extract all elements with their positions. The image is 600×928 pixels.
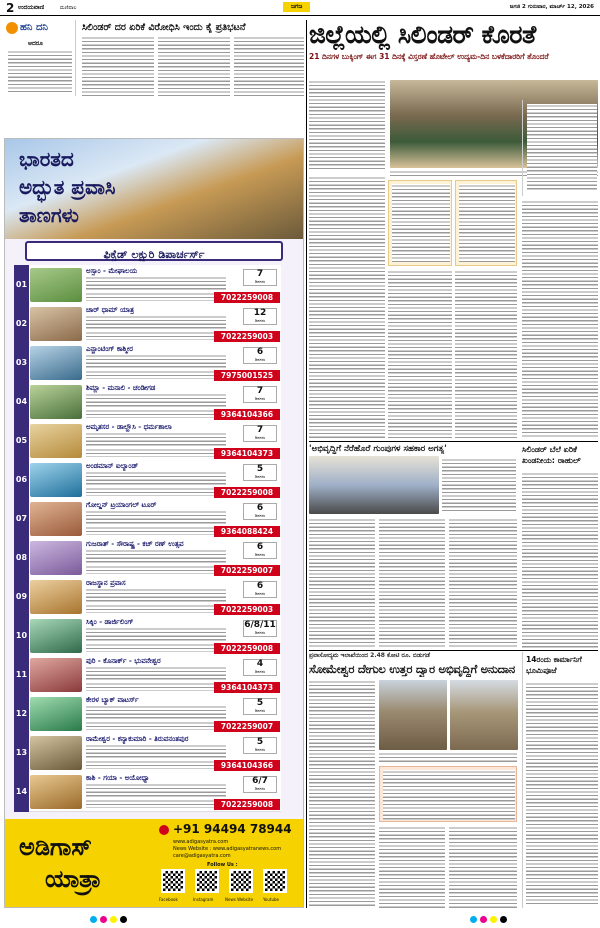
tour-days-value: 6 — [256, 581, 264, 591]
ad-heading-1: ಭಾರತದ — [19, 147, 74, 171]
tour-places — [86, 627, 226, 641]
mid-story-headline: 'ಅಭಿವೃದ್ಧಿಗೆ ನೆರೆಹೊರೆ ಗುಂಪುಗಳ ಸಹಕಾರ ಅಗತ್ಯ' — [309, 444, 447, 454]
ad-banner — [25, 241, 283, 261]
tour-days-value: 5 — [256, 737, 264, 747]
qr-code[interactable] — [195, 869, 219, 893]
tour-places — [86, 315, 226, 329]
ad-heading-3: ತಾಣಗಳು — [19, 203, 79, 227]
tour-places — [86, 354, 226, 368]
tour-places — [86, 705, 226, 719]
tour-places — [86, 744, 226, 758]
tour-dates — [86, 799, 226, 808]
tour-number: 07 — [14, 499, 29, 539]
qr-label: Youtube — [263, 897, 279, 902]
tour-days-label: ದಿನಗಳು — [254, 474, 266, 479]
top-story-text-2 — [158, 36, 230, 96]
brief-text — [8, 50, 72, 94]
tour-phone[interactable]: 7022259008 — [214, 487, 280, 498]
tour-dates — [86, 643, 226, 652]
reg-dot — [90, 916, 97, 923]
tour-places — [86, 510, 226, 524]
bottom-info-box — [379, 766, 517, 822]
tour-days-label: ದಿನಗಳು — [254, 591, 266, 596]
tour-row — [15, 343, 281, 383]
reg-dot — [120, 916, 127, 923]
tour-photo — [30, 697, 82, 731]
tour-number: 02 — [14, 304, 29, 344]
tour-number: 12 — [14, 694, 29, 734]
tour-days-value: 6 — [256, 347, 264, 357]
tour-days-value: 6 — [256, 542, 264, 552]
tour-phone[interactable]: 9364104366 — [214, 409, 280, 420]
tour-days — [243, 659, 277, 676]
tour-dates — [86, 565, 226, 574]
column-divider — [306, 20, 307, 908]
tour-row — [15, 772, 281, 812]
tour-dates — [86, 448, 226, 457]
top-story-text-3 — [234, 36, 304, 96]
tour-places — [86, 783, 226, 797]
tour-days-value: 7 — [256, 386, 264, 396]
mid-story-photo — [309, 456, 439, 514]
tour-photo — [30, 346, 82, 380]
tour-title: ರಾಮೇಶ್ವರ - ಕನ್ಯಾಕುಮಾರಿ - ತಿರುವನಂತಪುರ — [86, 735, 189, 743]
tour-photo — [30, 424, 82, 458]
tour-title: ಕಾಶಿ - ಗಯಾ - ಅಯೋಧ್ಯಾ — [86, 774, 150, 782]
temple-photo-2 — [450, 680, 518, 750]
tour-days-value: 6/8/11 — [244, 620, 276, 630]
tour-days-label: ದಿನಗಳು — [254, 669, 266, 674]
tour-title: ಅಸ್ಸಾಂ - ಮೇಘಾಲಯ — [86, 267, 138, 275]
tour-days-label: ದಿನಗಳು — [254, 318, 266, 323]
tour-title: ರಾಜಸ್ಥಾನ ಪ್ರವಾಸ — [86, 579, 126, 587]
tour-number: 11 — [14, 655, 29, 695]
tour-title: ಪುರಿ - ಕೊನಾರ್ಕ್ - ಭುವನೇಶ್ವರ — [86, 657, 161, 665]
row-divider — [309, 650, 598, 651]
tour-photo — [30, 619, 82, 653]
tour-places — [86, 666, 226, 680]
ad-heading-2: ಅದ್ಭುತ ಪ್ರವಾಸಿ — [19, 175, 116, 199]
tour-number: 10 — [14, 616, 29, 656]
tour-dates — [86, 604, 226, 613]
top-story-headline: ಸಿಲಿಂಡರ್ ದರ ಏರಿಕೆ ವಿರೋಧಿಸಿ ಇಂದು ಕೈ ಪ್ರತಿಭಟನೆ — [82, 22, 246, 33]
tour-photo — [30, 541, 82, 575]
tour-days-value: 6 — [256, 503, 264, 513]
tour-places — [86, 471, 226, 485]
tour-photo — [30, 307, 82, 341]
qr-label: Facebook — [159, 897, 178, 902]
tour-photo — [30, 775, 82, 809]
lead-col-2 — [309, 176, 385, 438]
tour-title: ಅಮೃತಸರ - ಡಾಲ್ಹೌಸಿ - ಧರ್ಮಶಾಲಾ — [86, 423, 172, 431]
bottom-kicker: ಪ್ರವಾಸೋದ್ಯಮ ಇಲಾಖೆಯಿಂದ 2.48 ಕೋಟಿ ರೂ. ಬಿಡುಗಡೆ — [309, 652, 430, 659]
masthead — [0, 0, 600, 16]
info-box-1 — [388, 180, 452, 266]
tour-phone[interactable]: 7975001525 — [214, 370, 280, 381]
side-box — [522, 652, 598, 908]
tour-title: ಚಾರ್ ಧಾಮ್ ಯಾತ್ರ — [86, 306, 134, 314]
tour-number: 06 — [14, 460, 29, 500]
registration-marks — [0, 912, 600, 928]
footer-site: www.adigasyatra.com — [173, 839, 229, 845]
tour-number: 03 — [14, 343, 29, 383]
tour-days-label: ದಿನಗಳು — [254, 786, 266, 791]
tour-days-label: ದಿನಗಳು — [254, 708, 266, 713]
tour-row — [15, 382, 281, 422]
tour-title: ಎನ್ಚಾಂಟಿಂಗ್ ಕಾಶ್ಮೀರ — [86, 345, 133, 353]
tour-days-value: 5 — [256, 464, 264, 474]
tour-days — [243, 776, 277, 793]
mid-story-col-2 — [379, 518, 445, 648]
tour-dates — [86, 331, 226, 340]
info-box-2-text — [459, 184, 515, 262]
lead-col-1 — [309, 80, 385, 170]
info-box-2 — [455, 180, 517, 266]
bottom-headline: ಸೋಮೇಶ್ವರ ದೇಗುಲ ಉತ್ತರ ದ್ವಾರ ಅಭಿವೃದ್ಧಿಗೆ ಅನುದಾನ — [309, 662, 515, 676]
tour-row — [15, 655, 281, 695]
footer-phone: +91 94494 78944 — [173, 822, 292, 836]
info-box-1-text — [392, 184, 450, 262]
tour-dates — [86, 292, 226, 301]
tour-photo — [30, 658, 82, 692]
row-divider — [309, 441, 598, 442]
qr-label: Instagram — [193, 897, 214, 902]
tour-row — [15, 577, 281, 617]
edition-name: ಮಣಿಪಾಲ — [60, 5, 77, 11]
reg-dot — [480, 916, 487, 923]
tour-days-label: ದಿನಗಳು — [254, 513, 266, 518]
reg-dot — [490, 916, 497, 923]
logo-line-1: ಅಡಿಗಾಸ್ — [19, 833, 92, 861]
quote-box — [522, 100, 598, 196]
tour-days — [243, 308, 277, 325]
tour-places — [86, 276, 226, 290]
page-number: 2 — [6, 1, 15, 15]
tour-days — [243, 464, 277, 481]
tour-number: 05 — [14, 421, 29, 461]
qr-code[interactable] — [263, 869, 287, 893]
tour-number: 08 — [14, 538, 29, 578]
tour-photo — [30, 736, 82, 770]
tour-dates — [86, 526, 226, 535]
top-story-text-1 — [82, 36, 154, 96]
tour-phone[interactable]: 7022259007 — [214, 721, 280, 732]
ad-banner-text: ಫಿಕ್ಸೆಡ್ ಲಕ್ಷುರಿ ಡಿಪಾರ್ಚರ್ಸ್ — [103, 248, 205, 261]
tour-phone[interactable]: 9364088424 — [214, 526, 280, 537]
tour-phone[interactable]: 9364104366 — [214, 760, 280, 771]
tour-days — [243, 347, 277, 364]
tour-dates — [86, 721, 226, 730]
tour-title: ಗುಜರಾತ್ - ಸೌರಾಷ್ಟ್ರ - ಕಚ್ ರಣ್ ಉತ್ಸವ — [86, 540, 184, 548]
tour-places — [86, 588, 226, 602]
side-box-headline: 14ರಂದು ಕಾರ್ಮಾನಿಗೆ ಭೂಮಿಪೂಜೆ — [526, 655, 582, 675]
qr-label: News Website — [225, 897, 254, 902]
tour-places — [86, 432, 226, 446]
ad-footer — [5, 819, 303, 908]
lead-headline: ಜಿಲ್ಲೆಯಲ್ಲಿ ಸಿಲಿಂಡರ್ ಕೊರತೆ — [309, 20, 536, 49]
tour-phone[interactable]: 7022259007 — [214, 565, 280, 576]
lead-deck: 21 ದಿನಗಳ ಬುಕ್ಕಿಂಗ್ ಈಗ 31 ದಿನಕ್ಕೆ ವಿಸ್ತರಣೆ ಹೊಟೇಲ್ ಉದ್ಯಮ-ದಿನ ಬಳಕೆದಾರರಿಗೆ ತೊಂದರೆ — [309, 52, 549, 61]
tour-days — [243, 698, 277, 715]
follow-label: Follow Us : — [207, 862, 238, 868]
tour-dates — [86, 409, 226, 418]
reg-dot — [470, 916, 477, 923]
brand-sub: ಆದರೂ — [28, 40, 43, 47]
tour-row — [15, 460, 281, 500]
right-story-headline: ಸಿಲಿಂಡರ್ ಬೆಲೆ ಏರಿಕೆ ಖಂಡನೀಯ: ರಾಹುಲ್ — [522, 445, 581, 465]
lead-col-3 — [388, 270, 452, 438]
bottom-col-3 — [449, 826, 517, 908]
tour-phone[interactable]: 7022259008 — [214, 799, 280, 810]
mid-story-col-3 — [449, 518, 517, 648]
tour-days-label: ದಿನಗಳು — [254, 630, 266, 635]
tour-days — [243, 581, 277, 598]
tour-days-value: 12 — [253, 308, 267, 318]
logo-line-2: ಯಾತ್ರಾ — [45, 865, 102, 893]
tour-row — [15, 499, 281, 539]
tour-phone[interactable]: 7022259008 — [214, 292, 280, 303]
reg-dot — [110, 916, 117, 923]
tour-photo — [30, 580, 82, 614]
tour-dates — [86, 370, 226, 379]
tour-days — [243, 737, 277, 754]
phone-icon — [159, 825, 169, 835]
tour-number: 13 — [14, 733, 29, 773]
mid-story-col-1 — [309, 518, 375, 648]
qr-code[interactable] — [161, 869, 185, 893]
tour-days — [243, 386, 277, 403]
tour-row — [15, 733, 281, 773]
qr-code[interactable] — [229, 869, 253, 893]
travel-advertisement — [4, 138, 304, 908]
bottom-info-text — [383, 770, 515, 820]
tour-days-value: 7 — [256, 269, 264, 279]
temple-photo-1 — [379, 680, 447, 750]
tour-dates — [86, 682, 226, 691]
tour-title: ಸಿಕ್ಕಿಂ - ಡಾರ್ಜಿಲಿಂಗ್ — [86, 618, 134, 626]
reg-dot — [500, 916, 507, 923]
bottom-caption — [379, 752, 517, 762]
tour-days-value: 4 — [256, 659, 264, 669]
tour-title: ಅಂಡಮಾನ್ ಐಲ್ಯಾಂಡ್ — [86, 462, 139, 470]
tour-number: 04 — [14, 382, 29, 422]
tour-days-label: ದಿನಗಳು — [254, 279, 266, 284]
tour-places — [86, 549, 226, 563]
tour-photo — [30, 268, 82, 302]
bottom-col-2 — [379, 826, 445, 908]
side-box-text — [526, 682, 598, 904]
lead-col-4 — [455, 270, 517, 438]
bottom-col-1 — [309, 680, 375, 908]
tour-number: 14 — [14, 772, 29, 812]
tour-days — [243, 269, 277, 286]
tour-title: ಶಿಮ್ಲಾ - ಮನಾಲಿ - ಚಂಡೀಗಡ — [86, 384, 156, 392]
brand-icon — [6, 22, 18, 34]
tour-days-label: ದಿನಗಳು — [254, 396, 266, 401]
tour-row — [15, 421, 281, 461]
tour-phone[interactable]: 7022259003 — [214, 604, 280, 615]
tour-phone[interactable]: 9364104373 — [214, 448, 280, 459]
tour-places — [86, 393, 226, 407]
quote-text — [527, 104, 597, 190]
tour-photo — [30, 385, 82, 419]
tour-row — [15, 694, 281, 734]
reg-dot — [100, 916, 107, 923]
tour-days-value: 6/7 — [252, 776, 268, 786]
tour-row — [15, 304, 281, 344]
tour-days-label: ದಿನಗಳು — [254, 747, 266, 752]
tour-days — [243, 503, 277, 520]
tour-number: 01 — [14, 265, 29, 305]
tour-days-label: ದಿನಗಳು — [254, 357, 266, 362]
footer-news: News Website : www.adigasyatranews.com — [173, 846, 282, 852]
tour-row — [15, 538, 281, 578]
footer-email: care@adigasyatra.com — [173, 853, 231, 859]
tour-days-label: ದಿನಗಳು — [254, 552, 266, 557]
right-story-text — [522, 472, 598, 648]
tour-row — [15, 265, 281, 305]
tour-days-label: ದಿನಗಳು — [254, 435, 266, 440]
tour-number: 09 — [14, 577, 29, 617]
tour-days — [243, 620, 277, 637]
lead-col-5 — [522, 200, 598, 438]
paper-name: ಉದಯವಾಣಿ — [18, 4, 45, 11]
tour-days — [243, 425, 277, 442]
tour-days-value: 7 — [256, 425, 264, 435]
brief-box — [4, 20, 76, 96]
tour-dates — [86, 487, 226, 496]
tour-days-value: 5 — [256, 698, 264, 708]
tour-days — [243, 542, 277, 559]
date-line: ಜಗಜಿ 2 ಗುರುವಾರ, ಮಾರ್ಚ್ 12, 2026 — [509, 4, 594, 10]
tour-photo — [30, 502, 82, 536]
tour-phone[interactable]: 7022259008 — [214, 643, 280, 654]
mid-story-caption — [442, 458, 516, 512]
section-label: ಜಗಜ — [283, 2, 310, 12]
tour-title: ಕೇರಳ ಬ್ಯಾಕ್ ವಾಟರ್ಸ್ — [86, 696, 139, 704]
tour-title: ಗೋಲ್ಡನ್ ಟ್ರಯಾಂಗಲ್ ಟೂರ್ — [86, 501, 157, 509]
tour-row — [15, 616, 281, 656]
tour-phone[interactable]: 9364104373 — [214, 682, 280, 693]
tour-phone[interactable]: 7022259003 — [214, 331, 280, 342]
tour-dates — [86, 760, 226, 769]
tour-photo — [30, 463, 82, 497]
brand-name: ಹನಿ ದನಿ — [20, 22, 48, 33]
